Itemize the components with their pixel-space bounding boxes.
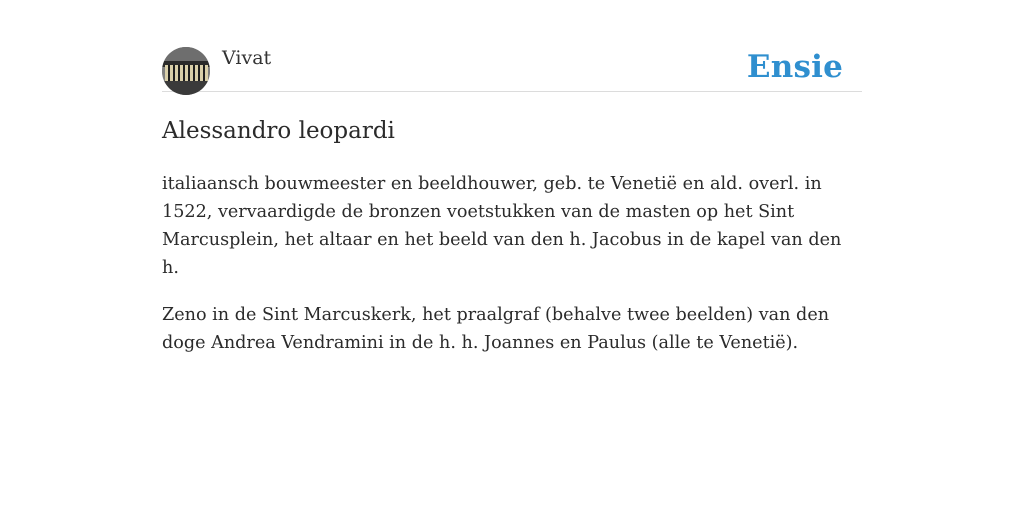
article-paragraph: italiaansch bouwmeester en beeldhouwer, geb. te Venetië en ald. overl. in 1522, vervaardigde de bronzen voetstukken van de masten op het Sint Marcusplein, het altaar en het beeld van den h. Jacobus in de kapel van den h. [162,174,842,278]
page-title: Alessandro leopardi [162,118,395,144]
avatar-image [162,47,210,95]
brand-logo[interactable]: Ensie [746,49,843,85]
author-name[interactable]: Vivat [222,47,272,69]
article-paragraph: Zeno in de Sint Marcuskerk, het praalgraf (behalve twee beelden) van den doge Andrea Vendramini in de h. h. Joannes en Paulus (alle te Venetië). [162,305,830,353]
avatar[interactable] [162,47,210,95]
card-header [162,46,862,92]
article-card [162,46,862,357]
